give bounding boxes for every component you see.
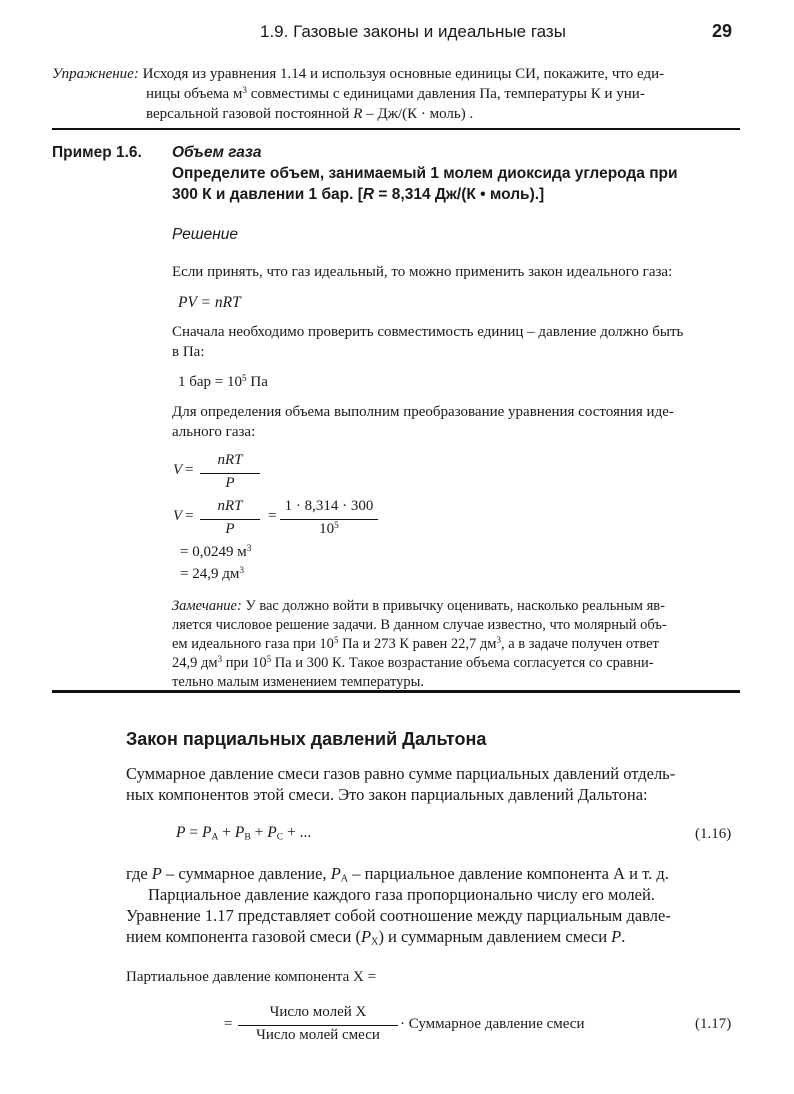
where-sub-a: A xyxy=(340,873,349,885)
eq116-sub-b: B xyxy=(244,831,251,843)
eq1-denominator: P xyxy=(225,475,235,491)
exercise-var-r: R xyxy=(353,106,363,122)
eq1-equals: = xyxy=(185,462,194,478)
solution-para-3-line-2: ального газа: xyxy=(172,424,256,440)
exercise-text-2a: ницы объема м xyxy=(146,86,243,102)
note-3c: , а в задаче получен ответ xyxy=(500,636,659,652)
eq2-denominator-2 xyxy=(280,521,378,538)
where-a: где xyxy=(126,864,152,883)
example-task-line-2 xyxy=(172,186,544,204)
section-para-2-line-3 xyxy=(126,927,625,947)
para2-3c: . xyxy=(621,927,626,946)
equation-1-17-number: (1.17) xyxy=(695,1016,732,1032)
equation-ideal-gas: PV = nRT xyxy=(178,294,241,311)
eq2-v: V xyxy=(173,508,183,524)
section-para-2-line-1: Парциальное давление каждого газа пропорционально числу его молей. xyxy=(148,885,655,904)
eq116-tail: + ... xyxy=(283,824,312,841)
para2-3a: нием компонента газовой смеси ( xyxy=(126,927,361,946)
para2-3b: ) и суммарным давлением смеси xyxy=(378,927,612,946)
where-p: P xyxy=(151,864,162,883)
note-line-1 xyxy=(172,598,665,615)
eq116-sub-a: A xyxy=(211,831,219,843)
result-dm3 xyxy=(180,566,244,583)
where-b: – суммарное давление, xyxy=(161,864,331,883)
divider-top xyxy=(52,128,740,130)
example-task-line-1: Определите объем, занимаемый 1 молем диоксида углерода при xyxy=(172,165,678,182)
eq1-v: V xyxy=(173,462,183,478)
eq1-numerator: nRT xyxy=(217,452,243,468)
eq116-pa: P xyxy=(201,824,212,841)
where-c: – парциальное давление компонента А и т. д. xyxy=(348,864,669,883)
exercise-text-3a: версальной газовой постоянной xyxy=(146,106,354,122)
exercise-line-1 xyxy=(52,66,664,83)
section-heading: Закон парциальных давлений Дальтона xyxy=(126,729,487,749)
eq2-equals: = xyxy=(185,508,194,524)
eq116-plus-1: + xyxy=(218,824,235,841)
task-var-r: R xyxy=(362,186,375,203)
solution-para-2-line-2: в Па: xyxy=(172,344,205,360)
equation-1-16-number: (1.16) xyxy=(695,826,732,842)
eq2-fraction-line-2 xyxy=(280,519,378,520)
result-m3-text: = 0,0249 м xyxy=(180,544,247,560)
exercise-line-2 xyxy=(146,86,645,103)
note-3a: ем идеального газа при 10 xyxy=(172,636,334,652)
task-text-2b: = 8,314 Дж/(К • моль).] xyxy=(374,186,545,203)
exercise-text-3b: – Дж/(К · моль) . xyxy=(362,106,474,122)
example-label: Пример 1.6. xyxy=(52,144,142,161)
running-header xyxy=(0,0,794,50)
eq1-fraction-line xyxy=(200,473,260,474)
eq116-equals: = xyxy=(185,824,202,841)
note-label: Замечание: xyxy=(172,598,242,614)
note-3b: Па и 273 К равен 22,7 дм xyxy=(338,636,497,652)
eq116-p: P xyxy=(176,824,186,841)
result-m3-sup: 3 xyxy=(246,543,252,554)
note-3-sup1: 5 xyxy=(333,635,339,646)
eq117-fraction-line xyxy=(238,1025,398,1026)
equation-1-16 xyxy=(176,824,311,842)
eq116-sub-c: C xyxy=(276,831,284,843)
solution-para-1: Если принять, что газ идеальный, то можно применить закон идеального газа: xyxy=(172,264,673,280)
eq2-numerator: nRT xyxy=(217,498,243,514)
exercise-sup: 3 xyxy=(242,85,248,96)
note-4b: при 10 xyxy=(222,655,267,671)
eq117-denominator: Число молей смеси xyxy=(256,1027,380,1043)
section-para-1-line-1: Суммарное давление смеси газов равно сумме парциальных давлений отдель- xyxy=(126,764,676,783)
solution-para-3-line-1: Для определения объема выполним преобразование уравнения состояния иде- xyxy=(172,404,674,420)
exercise-text-1: Исходя из уравнения 1.14 и используя основные единицы СИ, покажите, что еди- xyxy=(142,66,665,82)
section-para-2-line-2: Уравнение 1.17 представляет собой соотношение между парциальным давле- xyxy=(126,906,671,925)
section-para-1-line-2: ных компонентов этой смеси. Это закон парциальных давлений Дальтона: xyxy=(126,785,648,804)
eq-bar-a: 1 бар = 10 xyxy=(178,374,242,390)
eq2-den-sup: 5 xyxy=(334,520,339,531)
para2-3-p: P xyxy=(360,927,372,946)
equation-bar-to-pa xyxy=(178,374,268,391)
exercise-label: Упражнение: xyxy=(52,66,139,82)
where-pa: P xyxy=(330,864,341,883)
note-4-sup2: 5 xyxy=(266,654,272,665)
para2-3-sub: X xyxy=(371,936,379,948)
partial-pressure-label: Партиальное давление компонента X = xyxy=(126,969,377,985)
page-number: 29 xyxy=(712,21,733,41)
solution-para-2-line-1: Сначала необходимо проверить совместимость единиц – давление должно быть xyxy=(172,324,684,340)
note-3-sup2: 3 xyxy=(496,635,501,646)
para2-3-p2: P xyxy=(611,927,622,946)
divider-bottom xyxy=(52,690,740,693)
example-title: Объем газа xyxy=(172,144,262,161)
running-header-title: 1.9. Газовые законы и идеальные газы xyxy=(260,22,566,41)
eq116-plus-2: + xyxy=(250,824,268,841)
eq2-fraction-line xyxy=(200,519,260,520)
eq117-tail: · Суммарное давление смеси xyxy=(400,1016,585,1032)
result-dm3-text: = 24,9 дм xyxy=(180,566,240,582)
result-m3 xyxy=(180,544,251,561)
note-4c: Па и 300 К. Такое возрастание объема согласуется со сравни- xyxy=(271,655,654,671)
note-4a: 24,9 дм xyxy=(172,655,218,671)
eq2-den-base: 10 xyxy=(319,521,335,537)
eq-bar-b: Па xyxy=(246,374,268,390)
eq2-denominator: P xyxy=(225,521,235,537)
task-text-2a: 300 К и давлении 1 бар. [ xyxy=(172,186,363,203)
eq2-numerator-2: 1 · 8,314 · 300 xyxy=(284,498,374,514)
eq117-equals: = xyxy=(224,1016,233,1032)
eq117-numerator: Число молей X xyxy=(269,1004,367,1020)
note-line-4 xyxy=(172,655,654,672)
note-line-2: ляется числовое решение задачи. В данном случае известно, что молярный объ- xyxy=(172,617,667,633)
note-text-1: У вас должно войти в привычку оценивать, насколько реальным яв- xyxy=(245,598,665,614)
exercise-line-3 xyxy=(146,106,473,123)
section-where-line xyxy=(126,864,669,884)
eq116-pc: P xyxy=(267,824,277,841)
solution-heading: Решение xyxy=(172,226,239,243)
result-dm3-sup: 3 xyxy=(239,565,244,576)
exercise-text-2b: совместимы с единицами давления Па, температуры К и уни- xyxy=(247,86,645,102)
eq116-pb: P xyxy=(234,824,245,841)
note-line-3 xyxy=(172,636,659,653)
note-line-5: тельно малым изменением температуры. xyxy=(172,674,424,690)
eq2-equals-2: = xyxy=(268,508,277,524)
eq-bar-sup: 5 xyxy=(242,373,247,384)
note-4-sup1: 3 xyxy=(217,654,223,665)
